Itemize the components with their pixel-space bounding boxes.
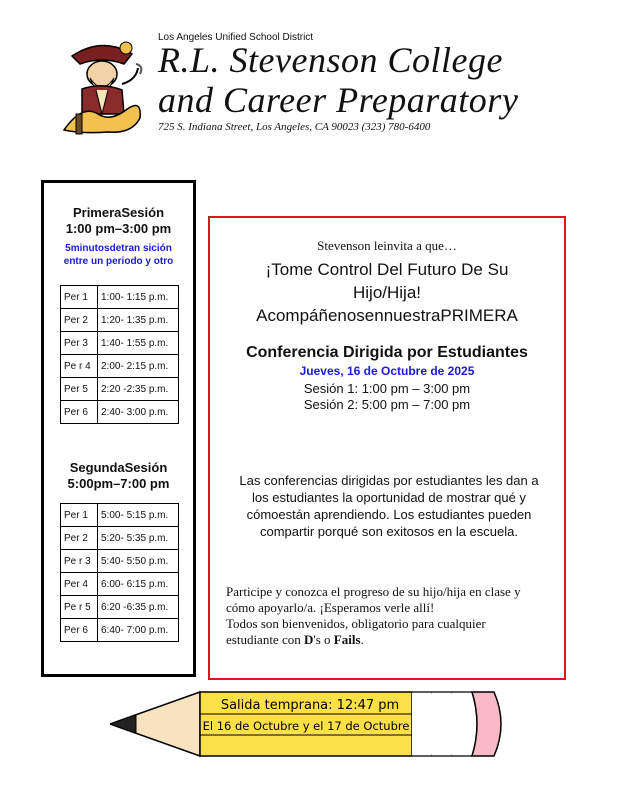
closing-line4-text: estudiante con bbox=[226, 632, 304, 647]
table-row bbox=[61, 527, 179, 550]
closing-paragraph bbox=[226, 584, 556, 648]
session1-title bbox=[44, 205, 193, 237]
closing-line4-fails: Fails bbox=[333, 632, 361, 647]
session2-title-line1: SegundaSesión bbox=[69, 460, 168, 475]
table-row bbox=[61, 619, 179, 642]
school-name bbox=[158, 40, 518, 120]
school-name-line2: and Career Preparatory bbox=[158, 80, 519, 120]
table-row bbox=[61, 596, 179, 619]
closing-line3: Todos son bienvenidos, obligatorio para cualquier bbox=[226, 616, 486, 631]
early-dismissal-text: Salida temprana: 12:47 pm bbox=[220, 698, 400, 713]
session2-title bbox=[44, 460, 193, 492]
pencil-graphic bbox=[110, 690, 510, 758]
early-dismissal-dates: El 16 de Octubre y el 17 de Octubre bbox=[202, 719, 410, 733]
session1-table bbox=[60, 285, 179, 424]
period-cell: Per 5 bbox=[61, 378, 98, 401]
closing-line4-end: . bbox=[360, 632, 364, 647]
period-cell: Per 2 bbox=[61, 527, 98, 550]
headline-line1: ¡Tome Control Del Futuro De Su bbox=[265, 260, 509, 279]
table-row bbox=[61, 504, 179, 527]
pirate-mascot-logo bbox=[52, 34, 152, 139]
transition-note bbox=[44, 242, 193, 268]
district-name: Los Angeles Unified School District bbox=[158, 32, 314, 43]
time-cell: 2:40- 3:00 p.m. bbox=[98, 401, 179, 424]
session1-title-line1: PrimeraSesión bbox=[72, 205, 165, 220]
conference-info-box bbox=[208, 216, 566, 680]
table-row bbox=[61, 401, 179, 424]
session2-table bbox=[60, 503, 179, 642]
closing-line4-d: D bbox=[303, 632, 314, 647]
headline-line2: Hijo/Hija! bbox=[352, 283, 422, 302]
time-cell: 2:00- 2:15 p.m. bbox=[98, 355, 179, 378]
period-cell: Pe r 3 bbox=[61, 550, 98, 573]
period-cell: Per 1 bbox=[61, 504, 98, 527]
transition-note-line2: entre un periodo y otro bbox=[63, 256, 174, 267]
closing-line4-mid: 's o bbox=[313, 632, 334, 647]
time-cell: 6:20 -6:35 p.m. bbox=[98, 596, 179, 619]
closing-line4 bbox=[226, 632, 556, 648]
time-cell: 6:00- 6:15 p.m. bbox=[98, 573, 179, 596]
conference-date: Jueves, 16 de Octubre de 2025 bbox=[299, 364, 475, 378]
schedule-panel bbox=[41, 180, 196, 677]
period-cell: Pe r 5 bbox=[61, 596, 98, 619]
table-row bbox=[61, 355, 179, 378]
time-cell: 2:20 -2:35 p.m. bbox=[98, 378, 179, 401]
period-cell: Per 6 bbox=[61, 401, 98, 424]
table-row bbox=[61, 550, 179, 573]
transition-note-line1: 5minutosdetran sición bbox=[65, 243, 172, 254]
time-cell: 5:40- 5:50 p.m. bbox=[98, 550, 179, 573]
closing-line1: Participe y conozca el progreso de su hijo/hija en clase y bbox=[226, 584, 521, 599]
invite-line: Stevenson leinvita a que… bbox=[317, 238, 457, 253]
session2-time: Sesión 2: 5:00 pm – 7:00 pm bbox=[303, 397, 471, 412]
school-name-line1: R.L. Stevenson College bbox=[158, 40, 503, 80]
period-cell: Per 4 bbox=[61, 573, 98, 596]
period-cell: Pe r 4 bbox=[61, 355, 98, 378]
time-cell: 5:00- 5:15 p.m. bbox=[98, 504, 179, 527]
school-address: 725 S. Indiana Street, Los Angeles, CA 90023 (323) 780-6400 bbox=[158, 121, 431, 133]
time-cell: 1:00- 1:15 p.m. bbox=[98, 286, 179, 309]
period-cell: Per 3 bbox=[61, 332, 98, 355]
table-row bbox=[61, 378, 179, 401]
table-row bbox=[61, 286, 179, 309]
closing-line2: cómo apoyarlo/a. ¡Esperamos verle allí! bbox=[226, 600, 435, 615]
description-paragraph: Las conferencias dirigidas por estudiantes les dan a los estudiantes la oportunidad de mostrar qué y cómoestán aprendiendo. Los estudiantes pueden compartir porqué son exitosos en la escuela. bbox=[239, 473, 539, 539]
time-cell: 6:40- 7:00 p.m. bbox=[98, 619, 179, 642]
table-row bbox=[61, 573, 179, 596]
period-cell: Per 2 bbox=[61, 309, 98, 332]
period-cell: Per 1 bbox=[61, 286, 98, 309]
session2-title-line2: 5:00pm–7:00 pm bbox=[67, 476, 170, 491]
time-cell: 5:20- 5:35 p.m. bbox=[98, 527, 179, 550]
session1-time: Sesión 1: 1:00 pm – 3:00 pm bbox=[303, 381, 471, 396]
period-cell: Per 6 bbox=[61, 619, 98, 642]
conference-title: Conferencia Dirigida por Estudiantes bbox=[246, 344, 528, 361]
session1-title-line2: 1:00 pm–3:00 pm bbox=[65, 221, 172, 236]
headline-line3: AcompáñenosennuestraPRIMERA bbox=[256, 306, 518, 325]
time-cell: 1:20- 1:35 p.m. bbox=[98, 309, 179, 332]
time-cell: 1:40- 1:55 p.m. bbox=[98, 332, 179, 355]
table-row bbox=[61, 332, 179, 355]
table-row bbox=[61, 309, 179, 332]
